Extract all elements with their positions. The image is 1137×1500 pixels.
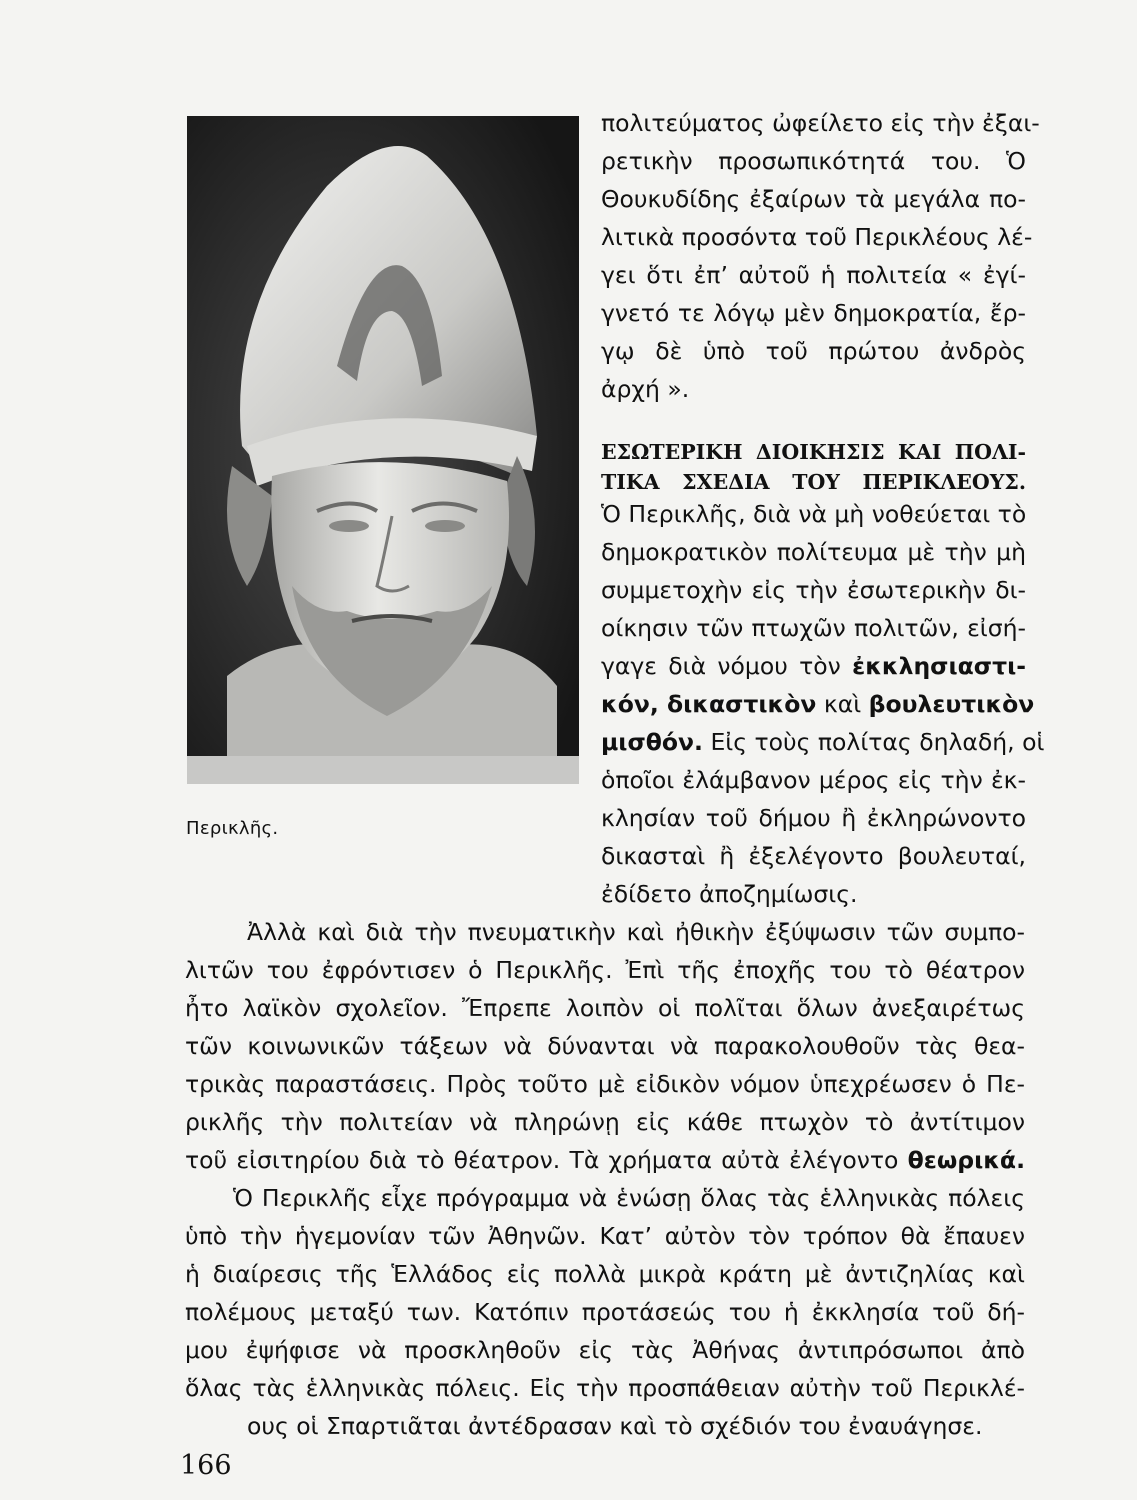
section-line: Ὁ Περικλῆς, διὰ νὰ μὴ νοθεύεται τὸ (601, 500, 1027, 528)
section-line: δικασταὶ ἢ ἐξελέγοντο βουλευταί, (601, 842, 1026, 870)
text-run: γαγε διὰ νόμου τὸν (601, 652, 853, 680)
section-line: δημοκρατικὸν πολίτευμα μὲ τὴν μὴ (601, 538, 1026, 566)
column-line: πολιτεύματος ὠφείλετο εἰς τὴν ἐξαι- (601, 109, 1040, 137)
section-line: ὁποῖοι ἐλάμβανον μέρος εἰς τὴν ἐκ- (601, 766, 1026, 794)
page-number: 166 (180, 1450, 232, 1481)
column-line: λιτικὰ προσόντα τοῦ Περικλέους λέ- (601, 223, 1033, 251)
column-line: γνετό τε λόγῳ μὲν δημοκρατία, ἔρ- (601, 299, 1026, 327)
bold-term: μισθόν. (601, 728, 703, 756)
bust-illustration (187, 116, 579, 784)
text-run: τοῦ εἰσιτηρίου διὰ τὸ θέατρον. Τὰ χρήματα αὐτὰ ἐλέγοντο (185, 1146, 908, 1174)
section-line: κλησίαν τοῦ δήμου ἢ ἐκληρώνοντο (601, 804, 1026, 832)
body-line: λιτῶν του ἐφρόντισεν ὁ Περικλῆς. Ἐπὶ τῆς ἐποχῆς του τὸ θέατρον (185, 956, 1025, 984)
body-line: τῶν κοινωνικῶν τάξεων νὰ δύνανται νὰ παρακολουθοῦν τὰς θεα- (185, 1032, 1025, 1060)
body-line: τρικὰς παραστάσεις. Πρὸς τοῦτο μὲ εἰδικὸν νόμον ὑπεχρέωσεν ὁ Πε- (185, 1070, 1025, 1098)
bold-term: κόν, δικαστικὸν (601, 690, 817, 718)
body-line: ὅλας τὰς ἑλληνικὰς πόλεις. Εἰς τὴν προσπάθειαν αὐτὴν τοῦ Περικλέ- (185, 1374, 1025, 1402)
body-line: ἡ διαίρεσις τῆς Ἑλλάδος εἰς πολλὰ μικρὰ κράτη μὲ ἀντιζηλίας καὶ (185, 1260, 1025, 1288)
section-line (601, 685, 1035, 723)
section-heading: ΤΙΚΑ ΣΧΕΔΙΑ ΤΟΥ ΠΕΡΙΚΛΕΟΥΣ. (601, 470, 1026, 494)
body-line: ὑπὸ τὴν ἡγεμονίαν τῶν Ἀθηνῶν. Κατ’ αὐτὸν τὸν τρόπον θὰ ἔπαυεν (185, 1222, 1025, 1250)
section-line: ἐδίδετο ἀποζημίωσις. (601, 880, 858, 908)
body-line: Ὁ Περικλῆς εἶχε πρόγραμμα νὰ ἑνώσῃ ὅλας τὰς ἑλληνικὰς πόλεις (233, 1184, 1025, 1212)
column-line: ρετικὴν προσωπικότητά του. Ὁ (601, 147, 1026, 175)
text-run: καὶ (816, 690, 869, 718)
body-line: ους οἱ Σπαρτιᾶται ἀντέδρασαν καὶ τὸ σχέδιόν του ἐναυάγησε. (247, 1412, 983, 1440)
column-line: γῳ δὲ ὑπὸ τοῦ πρώτου ἀνδρὸς (601, 337, 1026, 365)
figure-caption: Περικλῆς. (186, 818, 279, 839)
bold-term: θεωρικά. (907, 1146, 1025, 1174)
bold-term: ἐκκλησιαστι- (852, 652, 1026, 680)
body-line (185, 1141, 1025, 1179)
column-line: γει ὅτι ἐπ’ αὐτοῦ ἡ πολιτεία « ἐγί- (601, 261, 1026, 289)
body-line: Ἀλλὰ καὶ διὰ τὴν πνευματικὴν καὶ ἠθικὴν ἐξύψωσιν τῶν συμπο- (247, 918, 1025, 946)
column-line: ἀρχή ». (601, 375, 690, 403)
section-line (601, 647, 1026, 685)
text-run: Εἰς τοὺς πολίτας δηλαδή, οἱ (702, 728, 1045, 756)
body-line: ἦτο λαϊκὸν σχολεῖον. Ἔπρεπε λοιπὸν οἱ πολῖται ὅλων ἀνεξαιρέτως (185, 994, 1025, 1022)
section-heading: ΕΣΩΤΕΡΙΚΗ ΔΙΟΙΚΗΣΙΣ ΚΑΙ ΠΟΛΙ- (601, 440, 1026, 464)
section-line: συμμετοχὴν εἰς τὴν ἐσωτερικὴν δι- (601, 576, 1026, 604)
section-line: οίκησιν τῶν πτωχῶν πολιτῶν, εἰσή- (601, 614, 1026, 642)
column-line: Θουκυδίδης ἐξαίρων τὰ μεγάλα πο- (601, 185, 1026, 213)
body-line: ρικλῆς τὴν πολιτείαν νὰ πληρώνῃ εἰς κάθε πτωχὸν τὸ ἀντίτιμον (185, 1108, 1025, 1136)
section-line (601, 723, 1045, 761)
body-line: πολέμους μεταξύ των. Κατόπιν προτάσεώς του ἡ ἐκκλησία τοῦ δή- (185, 1298, 1025, 1326)
body-line: μου ἐψήφισε νὰ προσκληθοῦν εἰς τὰς Ἀθήνας ἀντιπρόσωποι ἀπὸ (185, 1336, 1025, 1364)
pericles-bust-photo (187, 116, 579, 784)
bold-term: βουλευτικὸν (868, 690, 1035, 718)
